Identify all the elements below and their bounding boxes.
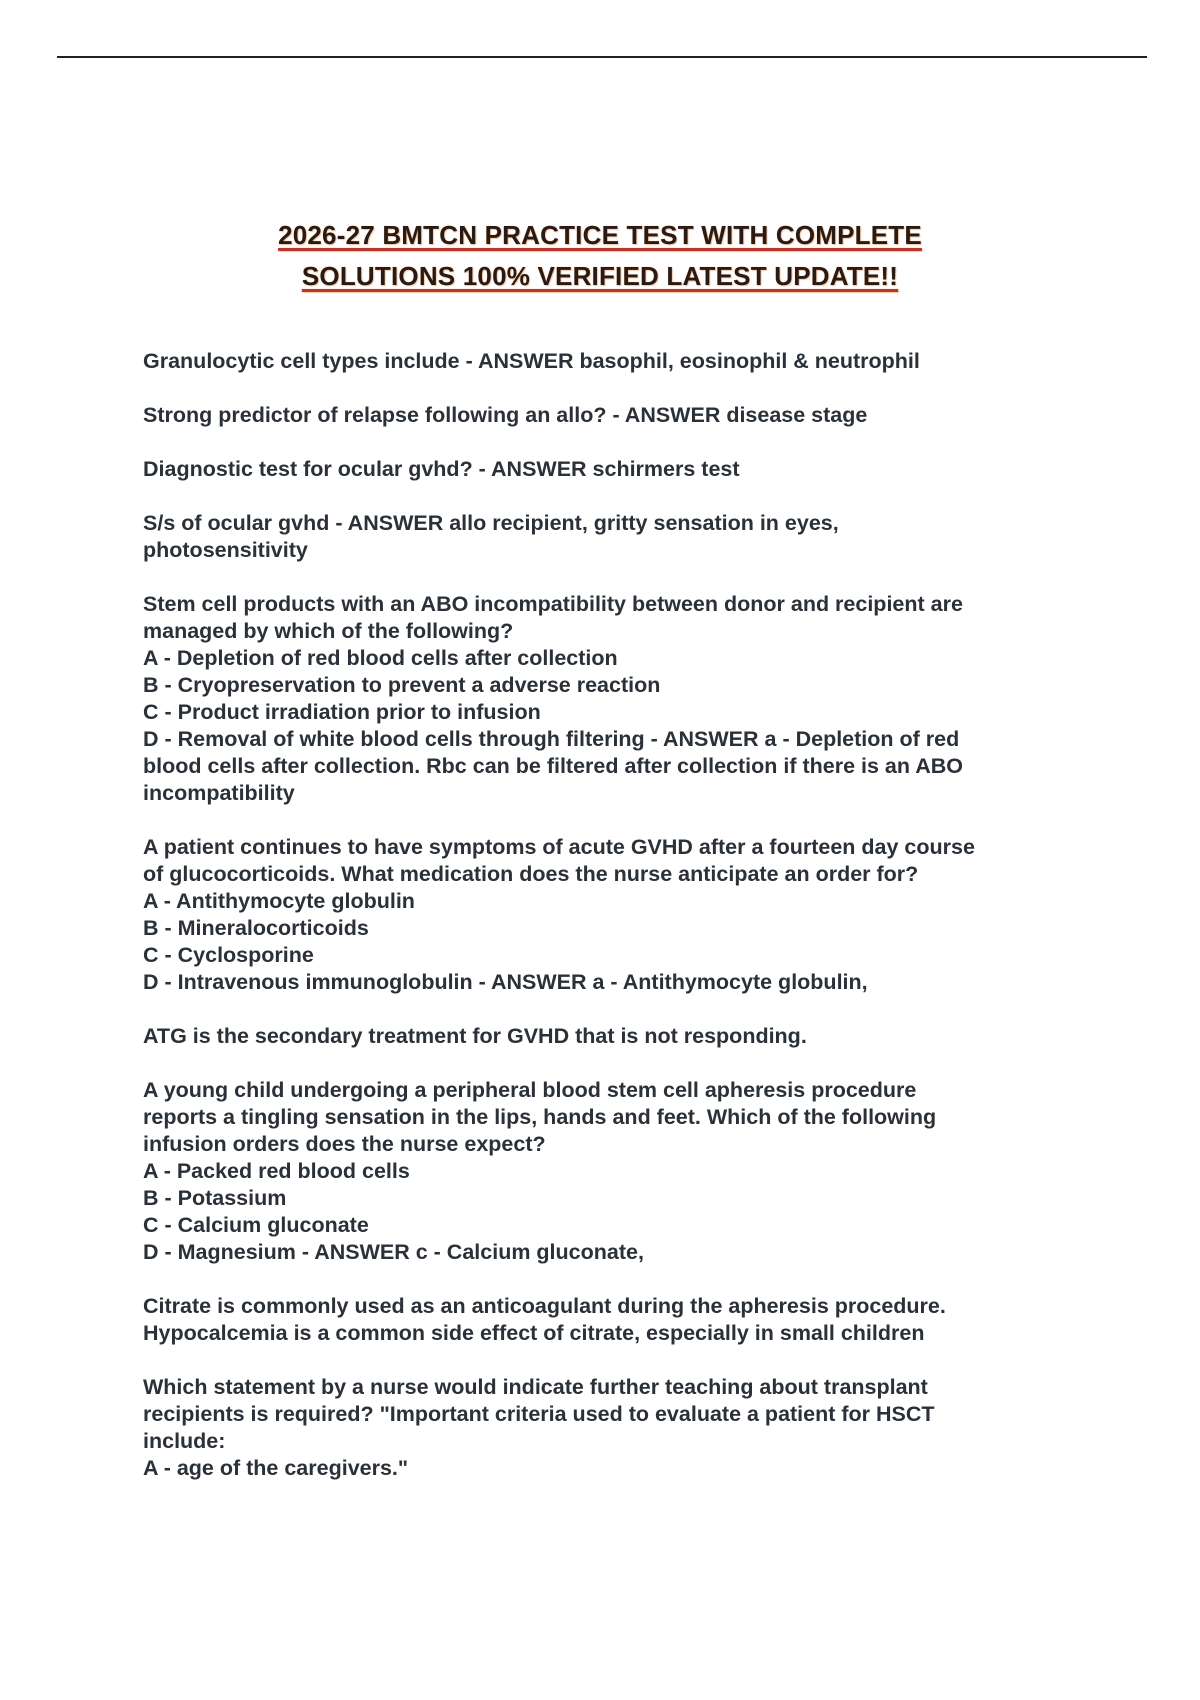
qa-option: A - age of the caregivers." <box>143 1456 409 1480</box>
qa-item <box>143 456 1073 483</box>
qa-item <box>143 1077 1073 1266</box>
title-line-2: SOLUTIONS 100% VERIFIED LATEST UPDATE!! <box>301 261 899 291</box>
qa-line: infusion orders does the nurse expect? <box>143 1132 546 1156</box>
qa-line: Hypocalcemia is a common side effect of citrate, especially in small children <box>143 1321 925 1345</box>
qa-line: A young child undergoing a peripheral blood stem cell apheresis procedure <box>143 1078 917 1102</box>
qa-line: photosensitivity <box>143 538 308 562</box>
title-line-1: 2026-27 BMTCN PRACTICE TEST WITH COMPLETE <box>278 220 922 250</box>
qa-item <box>143 1023 1073 1050</box>
qa-option: C - Calcium gluconate <box>143 1213 369 1237</box>
qa-line: blood cells after collection. Rbc can be filtered after collection if there is an ABO <box>143 754 963 778</box>
qa-option: B - Cryopreservation to prevent a adverse reaction <box>143 673 661 697</box>
qa-option: A - Packed red blood cells <box>143 1159 410 1183</box>
qa-option: A - Depletion of red blood cells after collection <box>143 646 618 670</box>
qa-item <box>143 834 1073 996</box>
document-title <box>0 215 1200 297</box>
qa-option: B - Potassium <box>143 1186 287 1210</box>
qa-option: D - Removal of white blood cells through filtering - ANSWER a - Depletion of red <box>143 727 960 751</box>
qa-line: of glucocorticoids. What medication does the nurse anticipate an order for? <box>143 862 919 886</box>
qa-line: Which statement by a nurse would indicate further teaching about transplant <box>143 1375 928 1399</box>
qa-line: Citrate is commonly used as an anticoagulant during the apheresis procedure. <box>143 1294 946 1318</box>
qa-line: S/s of ocular gvhd - ANSWER allo recipient, gritty sensation in eyes, <box>143 511 839 535</box>
qa-line: incompatibility <box>143 781 295 805</box>
top-divider <box>57 56 1147 58</box>
qa-line: recipients is required? "Important criteria used to evaluate a patient for HSCT <box>143 1402 935 1426</box>
qa-item <box>143 348 1073 375</box>
qa-option: D - Intravenous immunoglobulin - ANSWER a - Antithymocyte globulin, <box>143 970 868 994</box>
qa-option: D - Magnesium - ANSWER c - Calcium gluconate, <box>143 1240 644 1264</box>
qa-item <box>143 402 1073 429</box>
qa-item <box>143 591 1073 807</box>
qa-item <box>143 1293 1073 1347</box>
qa-option: C - Cyclosporine <box>143 943 314 967</box>
qa-line: Strong predictor of relapse following an allo? - ANSWER disease stage <box>143 403 868 427</box>
qa-line: Granulocytic cell types include - ANSWER basophil, eosinophil & neutrophil <box>143 349 920 373</box>
qa-option: C - Product irradiation prior to infusion <box>143 700 541 724</box>
question-list <box>143 348 1073 1509</box>
qa-option: A - Antithymocyte globulin <box>143 889 415 913</box>
qa-line: A patient continues to have symptoms of acute GVHD after a fourteen day course <box>143 835 975 859</box>
qa-item <box>143 510 1073 564</box>
qa-line: reports a tingling sensation in the lips, hands and feet. Which of the following <box>143 1105 937 1129</box>
qa-line: Stem cell products with an ABO incompatibility between donor and recipient are <box>143 592 963 616</box>
qa-line: managed by which of the following? <box>143 619 514 643</box>
qa-line: Diagnostic test for ocular gvhd? - ANSWER schirmers test <box>143 457 740 481</box>
qa-option: B - Mineralocorticoids <box>143 916 369 940</box>
qa-item <box>143 1374 1073 1482</box>
qa-line: include: <box>143 1429 226 1453</box>
qa-line: ATG is the secondary treatment for GVHD that is not responding. <box>143 1024 807 1048</box>
